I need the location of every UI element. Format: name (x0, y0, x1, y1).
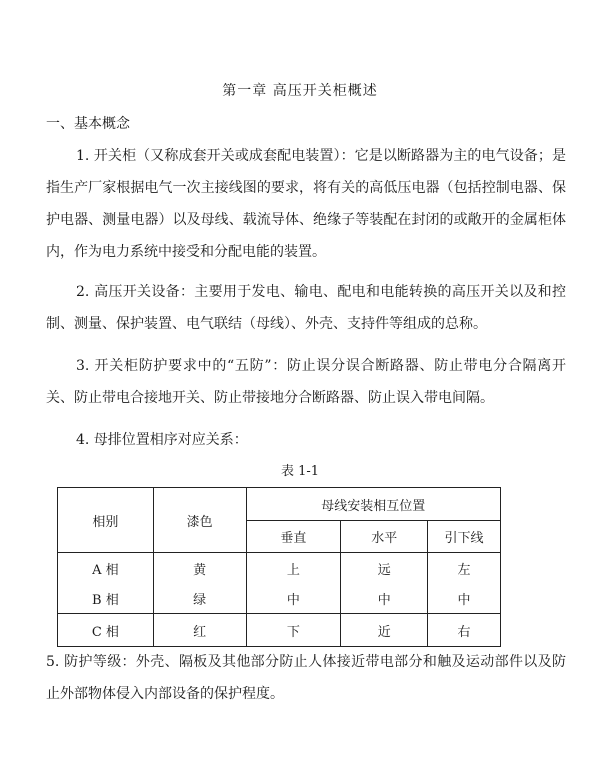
cell-paint: 红 (153, 614, 246, 647)
cell-phase: B 相 (58, 583, 154, 614)
paragraph-protection-level: 5. 防护等级：外壳、隔板及其他部分防止人体接近带电部分和触及运动部件以及防止外部物体侵入内部设备的保护程度。 (46, 654, 566, 702)
header-paint-color: 漆色 (153, 488, 246, 553)
paragraph-busbar-phase: 4. 母排位置相序对应关系： (76, 432, 248, 448)
busbar-phase-table (57, 487, 501, 647)
header-lead-down: 引下线 (428, 521, 501, 553)
header-phase: 相别 (58, 488, 154, 553)
table-row (58, 614, 501, 647)
cell-phase: C 相 (58, 614, 154, 647)
table-caption: 表 1-1 (280, 464, 320, 479)
cell-horizontal: 中 (341, 583, 428, 614)
cell-phase: A 相 (58, 553, 154, 584)
section-heading: 一、基本概念 (46, 116, 130, 132)
header-vertical: 垂直 (246, 521, 341, 553)
header-horizontal: 水平 (341, 521, 428, 553)
paragraph-switchgear-definition: 1. 开关柜（又称成套开关或成套配电装置）：它是以断路器为主的电气设备；是指生产厂家根据电气一次主接线图的要求，将有关的高低压电器（包括控制电器、保护电器、测量电器）以及母线、载流导体、绝缘子等装配在封闭的或敞开的金属柜体内，作为电力系统中接受和分配电能的装置。 (46, 148, 566, 260)
cell-horizontal: 近 (341, 614, 428, 647)
cell-lead-down: 左 (428, 553, 501, 584)
cell-horizontal: 远 (341, 553, 428, 584)
table-row (58, 553, 501, 584)
cell-paint: 绿 (153, 583, 246, 614)
cell-lead-down: 中 (428, 583, 501, 614)
cell-vertical: 上 (246, 553, 341, 584)
paragraph-high-voltage-equipment: 2. 高压开关设备：主要用于发电、输电、配电和电能转换的高压开关以及和控制、测量、保护装置、电气联结（母线）、外壳、支持件等组成的总称。 (46, 284, 566, 332)
cell-lead-down: 右 (428, 614, 501, 647)
cell-vertical: 中 (246, 583, 341, 614)
cell-vertical: 下 (246, 614, 341, 647)
chapter-title: 第一章 高压开关柜概述 (222, 83, 378, 99)
cell-paint: 黄 (153, 553, 246, 584)
table-header-row (58, 488, 501, 521)
paragraph-five-prevention: 3. 开关柜防护要求中的“五防”：防止误分误合断路器、防止带电分合隔离开关、防止带电合接地开关、防止带接地分合断路器、防止误入带电间隔。 (46, 358, 566, 406)
table-row (58, 583, 501, 614)
header-busbar-position: 母线安装相互位置 (246, 488, 500, 521)
